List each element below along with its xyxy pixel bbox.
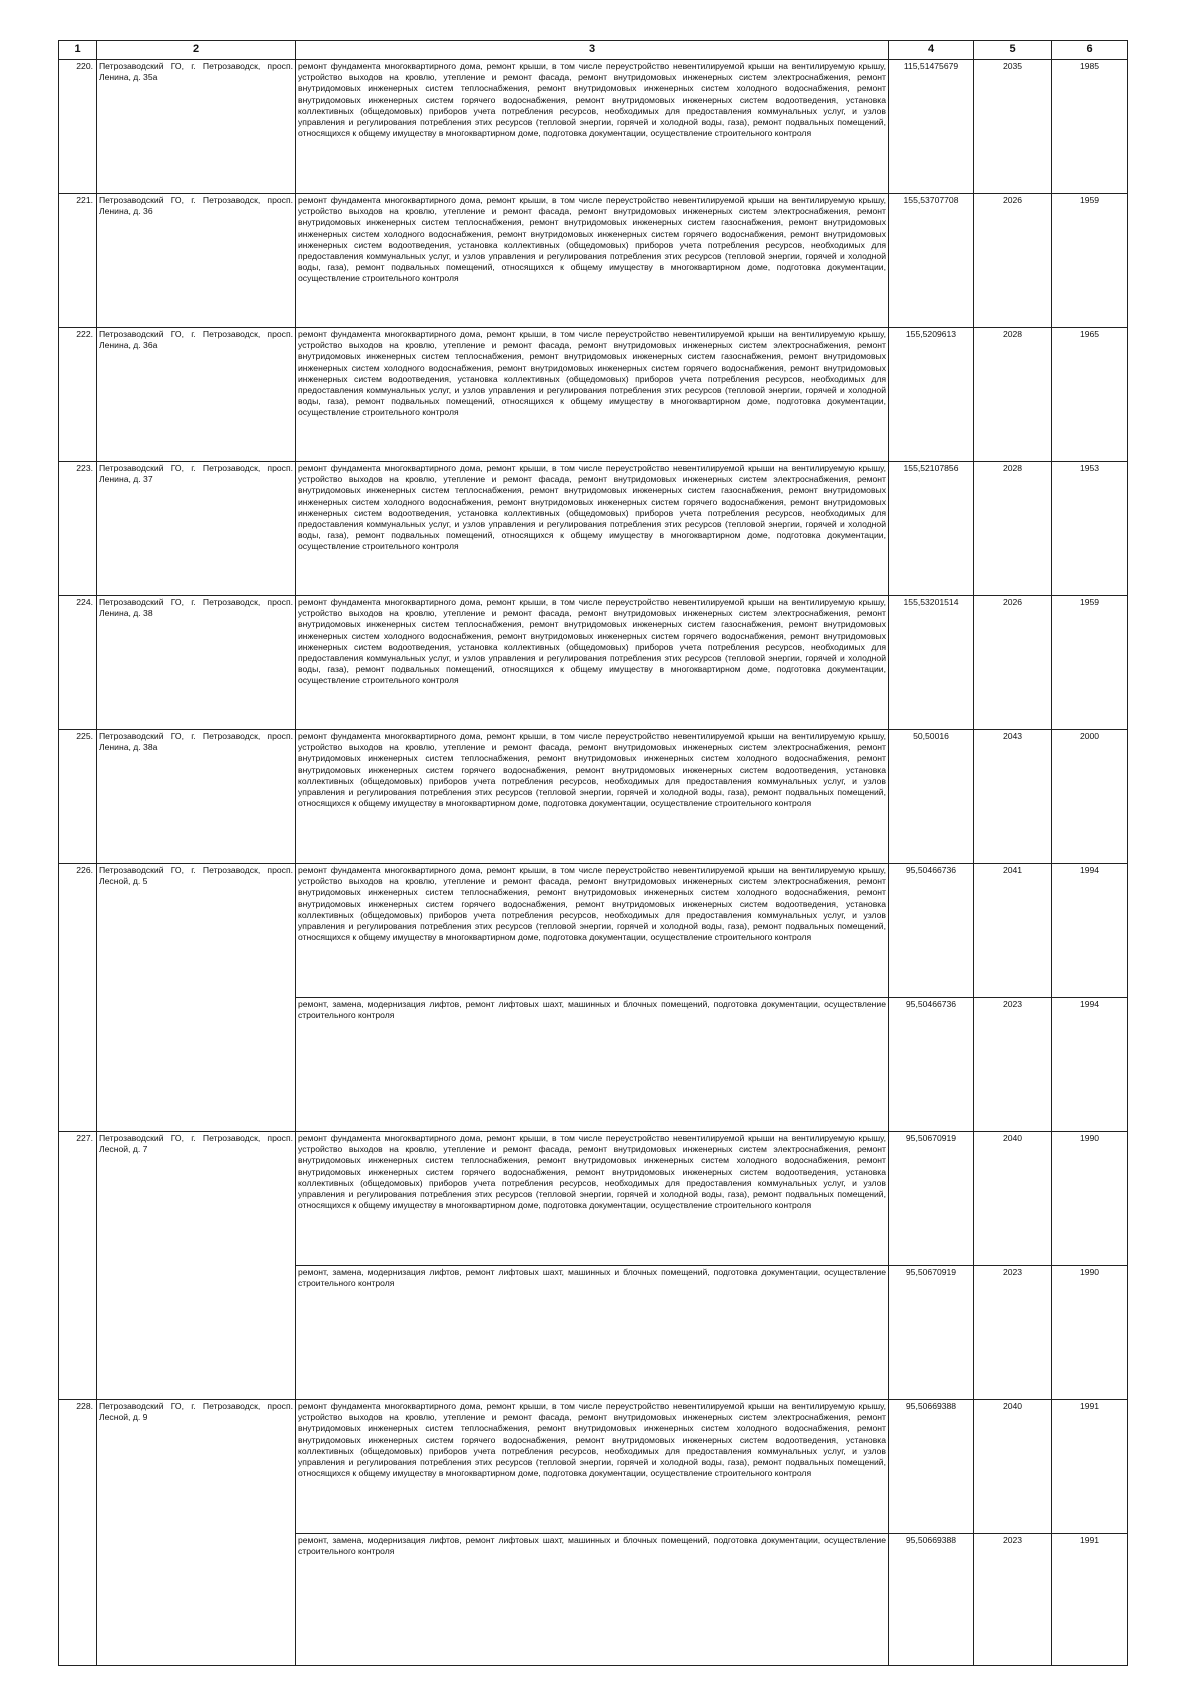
- planned-year: 2023: [974, 1534, 1052, 1666]
- address-cell: Петрозаводский ГО, г. Петрозаводск, просп. Ленина, д. 37: [97, 462, 296, 596]
- works-description: ремонт фундамента многоквартирного дома, ремонт крыши, в том числе переустройство невентилируемой крыши на вентилируемую крышу, устройство выходов на кровлю, утепление и ремонт фасада, ремонт внутридомовых инженерных систем электроснабжения, ремонт внутридомовых инженерных систем теплоснабжения, ремонт внутридомовых инженерных систем холодного водоснабжения, ремонт внутридомовых инженерных систем горячего водоснабжения, ремонт внутридомовых инженерных систем водоотведения, установка коллективных (общедомовых) приборов учета потребления ресурсов, необходимых для предоставления коммунальных услуг, и узлов управления и регулирования потребления этих ресурсов (тепловой энергии, горячей и холодной воды, газа), ремонт подвальных помещений, относящихся к общему имуществу в многоквартирном доме, подготовка документации, осуществление строительного контроля: [296, 730, 889, 864]
- cost-value: 95,50466736: [889, 998, 974, 1132]
- works-description: ремонт фундамента многоквартирного дома, ремонт крыши, в том числе переустройство невентилируемой крыши на вентилируемую крышу, устройство выходов на кровлю, утепление и ремонт фасада, ремонт внутридомовых инженерных систем электроснабжения, ремонт внутридомовых инженерных систем теплоснабжения, ремонт внутридомовых инженерных систем газоснабжения, ремонт внутридомовых инженерных систем холодного водоснабжения, ремонт внутридомовых инженерных систем горячего водоснабжения, ремонт внутридомовых инженерных систем водоотведения, установка коллективных (общедомовых) приборов учета потребления ресурсов, необходимых для предоставления коммунальных услуг, и узлов управления и регулирования потребления этих ресурсов (тепловой энергии, горячей и холодной воды, газа), ремонт подвальных помещений, относящихся к общему имуществу в многоквартирном доме, подготовка документации, осуществление строительного контроля: [296, 462, 889, 596]
- built-year: 1994: [1052, 998, 1128, 1132]
- address-cell: Петрозаводский ГО, г. Петрозаводск, просп. Ленина, д. 35а: [97, 60, 296, 194]
- planned-year: 2043: [974, 730, 1052, 864]
- works-description: ремонт фундамента многоквартирного дома, ремонт крыши, в том числе переустройство невентилируемой крыши на вентилируемую крышу, устройство выходов на кровлю, утепление и ремонт фасада, ремонт внутридомовых инженерных систем электроснабжения, ремонт внутридомовых инженерных систем теплоснабжения, ремонт внутридомовых инженерных систем холодного водоснабжения, ремонт внутридомовых инженерных систем горячего водоснабжения, ремонт внутридомовых инженерных систем водоотведения, установка коллективных (общедомовых) приборов учета потребления ресурсов, необходимых для предоставления коммунальных услуг, и узлов управления и регулирования потребления этих ресурсов (тепловой энергии, горячей и холодной воды, газа), ремонт подвальных помещений, относящихся к общему имуществу в многоквартирном доме, подготовка документации, осуществление строительного контроля: [296, 1132, 889, 1266]
- col-header-5: 5: [974, 41, 1052, 60]
- planned-year: 2023: [974, 998, 1052, 1132]
- built-year: 1959: [1052, 194, 1128, 328]
- table-row: [59, 730, 1128, 864]
- address-cell: Петрозаводский ГО, г. Петрозаводск, просп. Лесной, д. 5: [97, 864, 296, 1132]
- built-year: 1994: [1052, 864, 1128, 998]
- cost-value: 155,53201514: [889, 596, 974, 730]
- planned-year: 2041: [974, 864, 1052, 998]
- planned-year: 2035: [974, 60, 1052, 194]
- row-number: 227.: [59, 1132, 97, 1400]
- row-number: 221.: [59, 194, 97, 328]
- cost-value: 155,5209613: [889, 328, 974, 462]
- built-year: 2000: [1052, 730, 1128, 864]
- table-row: [59, 194, 1128, 328]
- table-body: [59, 60, 1128, 1666]
- table-row: [59, 462, 1128, 596]
- table-header: [59, 41, 1128, 60]
- row-number: 222.: [59, 328, 97, 462]
- built-year: 1990: [1052, 1266, 1128, 1400]
- cost-value: 95,50670919: [889, 1266, 974, 1400]
- planned-year: 2026: [974, 596, 1052, 730]
- col-header-1: 1: [59, 41, 97, 60]
- address-cell: Петрозаводский ГО, г. Петрозаводск, просп. Ленина, д. 38: [97, 596, 296, 730]
- table-row: [59, 60, 1128, 194]
- address-cell: Петрозаводский ГО, г. Петрозаводск, просп. Ленина, д. 38а: [97, 730, 296, 864]
- cost-value: 155,53707708: [889, 194, 974, 328]
- address-cell: Петрозаводский ГО, г. Петрозаводск, просп. Лесной, д. 9: [97, 1400, 296, 1666]
- works-description: ремонт, замена, модернизация лифтов, ремонт лифтовых шахт, машинных и блочных помещений, подготовка документации, осуществление строительного контроля: [296, 1534, 889, 1666]
- works-description: ремонт, замена, модернизация лифтов, ремонт лифтовых шахт, машинных и блочных помещений, подготовка документации, осуществление строительного контроля: [296, 1266, 889, 1400]
- row-number: 226.: [59, 864, 97, 1132]
- col-header-2: 2: [97, 41, 296, 60]
- row-number: 223.: [59, 462, 97, 596]
- works-description: ремонт фундамента многоквартирного дома, ремонт крыши, в том числе переустройство невентилируемой крыши на вентилируемую крышу, устройство выходов на кровлю, утепление и ремонт фасада, ремонт внутридомовых инженерных систем электроснабжения, ремонт внутридомовых инженерных систем теплоснабжения, ремонт внутридомовых инженерных систем газоснабжения, ремонт внутридомовых инженерных систем холодного водоснабжения, ремонт внутридомовых инженерных систем горячего водоснабжения, ремонт внутридомовых инженерных систем водоотведения, установка коллективных (общедомовых) приборов учета потребления ресурсов, необходимых для предоставления коммунальных услуг, и узлов управления и регулирования потребления этих ресурсов (тепловой энергии, горячей и холодной воды, газа), ремонт подвальных помещений, относящихся к общему имуществу в многоквартирном доме, подготовка документации, осуществление строительного контроля: [296, 596, 889, 730]
- planned-year: 2040: [974, 1132, 1052, 1266]
- address-cell: Петрозаводский ГО, г. Петрозаводск, просп. Ленина, д. 36а: [97, 328, 296, 462]
- row-number: 220.: [59, 60, 97, 194]
- capital-repair-table: [58, 40, 1128, 1666]
- table-row: [59, 864, 1128, 998]
- planned-year: 2040: [974, 1400, 1052, 1534]
- cost-value: 95,50670919: [889, 1132, 974, 1266]
- cost-value: 95,50669388: [889, 1534, 974, 1666]
- planned-year: 2026: [974, 194, 1052, 328]
- cost-value: 50,50016: [889, 730, 974, 864]
- works-description: ремонт фундамента многоквартирного дома, ремонт крыши, в том числе переустройство невентилируемой крыши на вентилируемую крышу, устройство выходов на кровлю, утепление и ремонт фасада, ремонт внутридомовых инженерных систем электроснабжения, ремонт внутридомовых инженерных систем теплоснабжения, ремонт внутридомовых инженерных систем газоснабжения, ремонт внутридомовых инженерных систем холодного водоснабжения, ремонт внутридомовых инженерных систем горячего водоснабжения, ремонт внутридомовых инженерных систем водоотведения, установка коллективных (общедомовых) приборов учета потребления ресурсов, необходимых для предоставления коммунальных услуг, и узлов управления и регулирования потребления этих ресурсов (тепловой энергии, горячей и холодной воды, газа), ремонт подвальных помещений, относящихся к общему имуществу в многоквартирном доме, подготовка документации, осуществление строительного контроля: [296, 194, 889, 328]
- built-year: 1953: [1052, 462, 1128, 596]
- table-row: [59, 328, 1128, 462]
- built-year: 1991: [1052, 1400, 1128, 1534]
- works-description: ремонт фундамента многоквартирного дома, ремонт крыши, в том числе переустройство невентилируемой крыши на вентилируемую крышу, устройство выходов на кровлю, утепление и ремонт фасада, ремонт внутридомовых инженерных систем электроснабжения, ремонт внутридомовых инженерных систем теплоснабжения, ремонт внутридомовых инженерных систем газоснабжения, ремонт внутридомовых инженерных систем холодного водоснабжения, ремонт внутридомовых инженерных систем горячего водоснабжения, ремонт внутридомовых инженерных систем водоотведения, установка коллективных (общедомовых) приборов учета потребления ресурсов, необходимых для предоставления коммунальных услуг, и узлов управления и регулирования потребления этих ресурсов (тепловой энергии, горячей и холодной воды, газа), ремонт подвальных помещений, относящихся к общему имуществу в многоквартирном доме, подготовка документации, осуществление строительного контроля: [296, 328, 889, 462]
- planned-year: 2028: [974, 462, 1052, 596]
- cost-value: 155,52107856: [889, 462, 974, 596]
- built-year: 1990: [1052, 1132, 1128, 1266]
- cost-value: 95,50669388: [889, 1400, 974, 1534]
- address-cell: Петрозаводский ГО, г. Петрозаводск, просп. Лесной, д. 7: [97, 1132, 296, 1400]
- works-description: ремонт, замена, модернизация лифтов, ремонт лифтовых шахт, машинных и блочных помещений, подготовка документации, осуществление строительного контроля: [296, 998, 889, 1132]
- cost-value: 95,50466736: [889, 864, 974, 998]
- built-year: 1985: [1052, 60, 1128, 194]
- row-number: 225.: [59, 730, 97, 864]
- cost-value: 115,51475679: [889, 60, 974, 194]
- built-year: 1991: [1052, 1534, 1128, 1666]
- works-description: ремонт фундамента многоквартирного дома, ремонт крыши, в том числе переустройство невентилируемой крыши на вентилируемую крышу, устройство выходов на кровлю, утепление и ремонт фасада, ремонт внутридомовых инженерных систем электроснабжения, ремонт внутридомовых инженерных систем теплоснабжения, ремонт внутридомовых инженерных систем холодного водоснабжения, ремонт внутридомовых инженерных систем горячего водоснабжения, ремонт внутридомовых инженерных систем водоотведения, установка коллективных (общедомовых) приборов учета потребления ресурсов, необходимых для предоставления коммунальных услуг, и узлов управления и регулирования потребления этих ресурсов (тепловой энергии, горячей и холодной воды, газа), ремонт подвальных помещений, относящихся к общему имуществу в многоквартирном доме, подготовка документации, осуществление строительного контроля: [296, 60, 889, 194]
- col-header-6: 6: [1052, 41, 1128, 60]
- built-year: 1965: [1052, 328, 1128, 462]
- table-row: [59, 1132, 1128, 1266]
- built-year: 1959: [1052, 596, 1128, 730]
- works-description: ремонт фундамента многоквартирного дома, ремонт крыши, в том числе переустройство невентилируемой крыши на вентилируемую крышу, устройство выходов на кровлю, утепление и ремонт фасада, ремонт внутридомовых инженерных систем электроснабжения, ремонт внутридомовых инженерных систем теплоснабжения, ремонт внутридомовых инженерных систем холодного водоснабжения, ремонт внутридомовых инженерных систем горячего водоснабжения, ремонт внутридомовых инженерных систем водоотведения, установка коллективных (общедомовых) приборов учета потребления ресурсов, необходимых для предоставления коммунальных услуг, и узлов управления и регулирования потребления этих ресурсов (тепловой энергии, горячей и холодной воды, газа), ремонт подвальных помещений, относящихся к общему имуществу в многоквартирном доме, подготовка документации, осуществление строительного контроля: [296, 864, 889, 998]
- col-header-3: 3: [296, 41, 889, 60]
- planned-year: 2023: [974, 1266, 1052, 1400]
- works-description: ремонт фундамента многоквартирного дома, ремонт крыши, в том числе переустройство невентилируемой крыши на вентилируемую крышу, устройство выходов на кровлю, утепление и ремонт фасада, ремонт внутридомовых инженерных систем электроснабжения, ремонт внутридомовых инженерных систем теплоснабжения, ремонт внутридомовых инженерных систем холодного водоснабжения, ремонт внутридомовых инженерных систем горячего водоснабжения, ремонт внутридомовых инженерных систем водоотведения, установка коллективных (общедомовых) приборов учета потребления ресурсов, необходимых для предоставления коммунальных услуг, и узлов управления и регулирования потребления этих ресурсов (тепловой энергии, горячей и холодной воды, газа), ремонт подвальных помещений, относящихся к общему имуществу в многоквартирном доме, подготовка документации, осуществление строительного контроля: [296, 1400, 889, 1534]
- address-cell: Петрозаводский ГО, г. Петрозаводск, просп. Ленина, д. 36: [97, 194, 296, 328]
- col-header-4: 4: [889, 41, 974, 60]
- row-number: 228.: [59, 1400, 97, 1666]
- planned-year: 2028: [974, 328, 1052, 462]
- row-number: 224.: [59, 596, 97, 730]
- table-row: [59, 1400, 1128, 1534]
- table-row: [59, 596, 1128, 730]
